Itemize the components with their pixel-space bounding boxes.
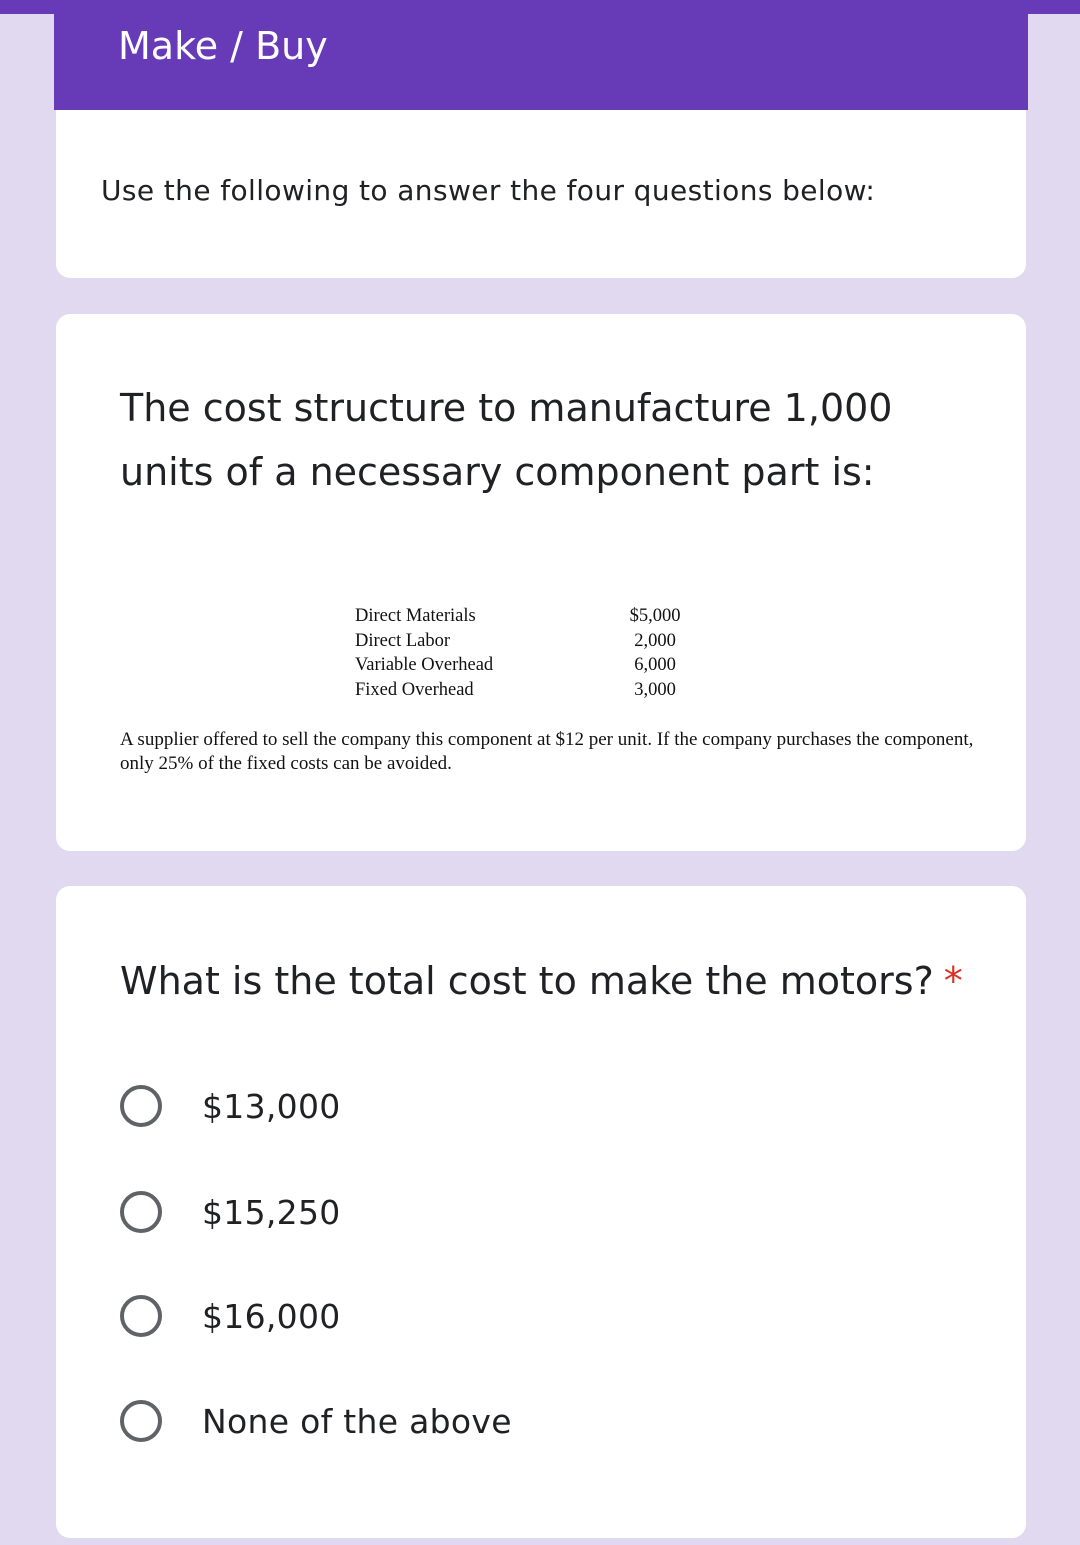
option-label: $16,000	[202, 1296, 341, 1336]
cost-label: Direct Labor	[355, 630, 451, 651]
question-card	[56, 886, 1026, 1538]
form-description-card	[56, 110, 1026, 278]
radio-button[interactable]	[120, 1400, 162, 1442]
cost-value: $5,000	[629, 606, 681, 626]
cost-row	[355, 653, 695, 678]
form-description: Use the following to answer the four questions below:	[101, 174, 876, 207]
cost-table-image	[355, 604, 695, 702]
cost-row	[355, 629, 695, 654]
radio-button[interactable]	[120, 1295, 162, 1337]
required-asterisk: *	[943, 959, 963, 1003]
supplier-offer-text: A supplier offered to sell the company this component at $12 per unit. If the company purchases the component, only 25% of the fixed costs can be avoided.	[120, 729, 974, 774]
cost-label: Variable Overhead	[355, 655, 494, 675]
radio-button[interactable]	[120, 1191, 162, 1233]
form-header	[54, 12, 1028, 110]
option-label: $15,250	[202, 1192, 341, 1232]
cost-row	[355, 604, 695, 629]
option-label: $13,000	[202, 1086, 341, 1126]
option-16000[interactable]	[120, 1288, 341, 1344]
option-15250[interactable]	[120, 1184, 341, 1240]
question-title	[120, 956, 963, 1006]
cost-structure-card	[56, 314, 1026, 851]
question-text: What is the total cost to make the motors?	[120, 959, 934, 1003]
cost-label: Direct Materials	[355, 606, 476, 626]
cost-label: Fixed Overhead	[355, 679, 474, 700]
cost-row	[355, 678, 695, 703]
cost-value: 6,000	[634, 655, 676, 675]
form-title: Make / Buy	[118, 24, 328, 68]
cost-value: 3,000	[634, 679, 676, 700]
option-13000[interactable]	[120, 1078, 341, 1134]
option-label: None of the above	[202, 1401, 512, 1441]
option-none-of-the-above[interactable]	[120, 1393, 512, 1449]
cost-structure-heading: The cost structure to manufacture 1,000 units of a necessary component part is:	[120, 386, 893, 494]
cost-value: 2,000	[634, 630, 676, 651]
radio-button[interactable]	[120, 1085, 162, 1127]
